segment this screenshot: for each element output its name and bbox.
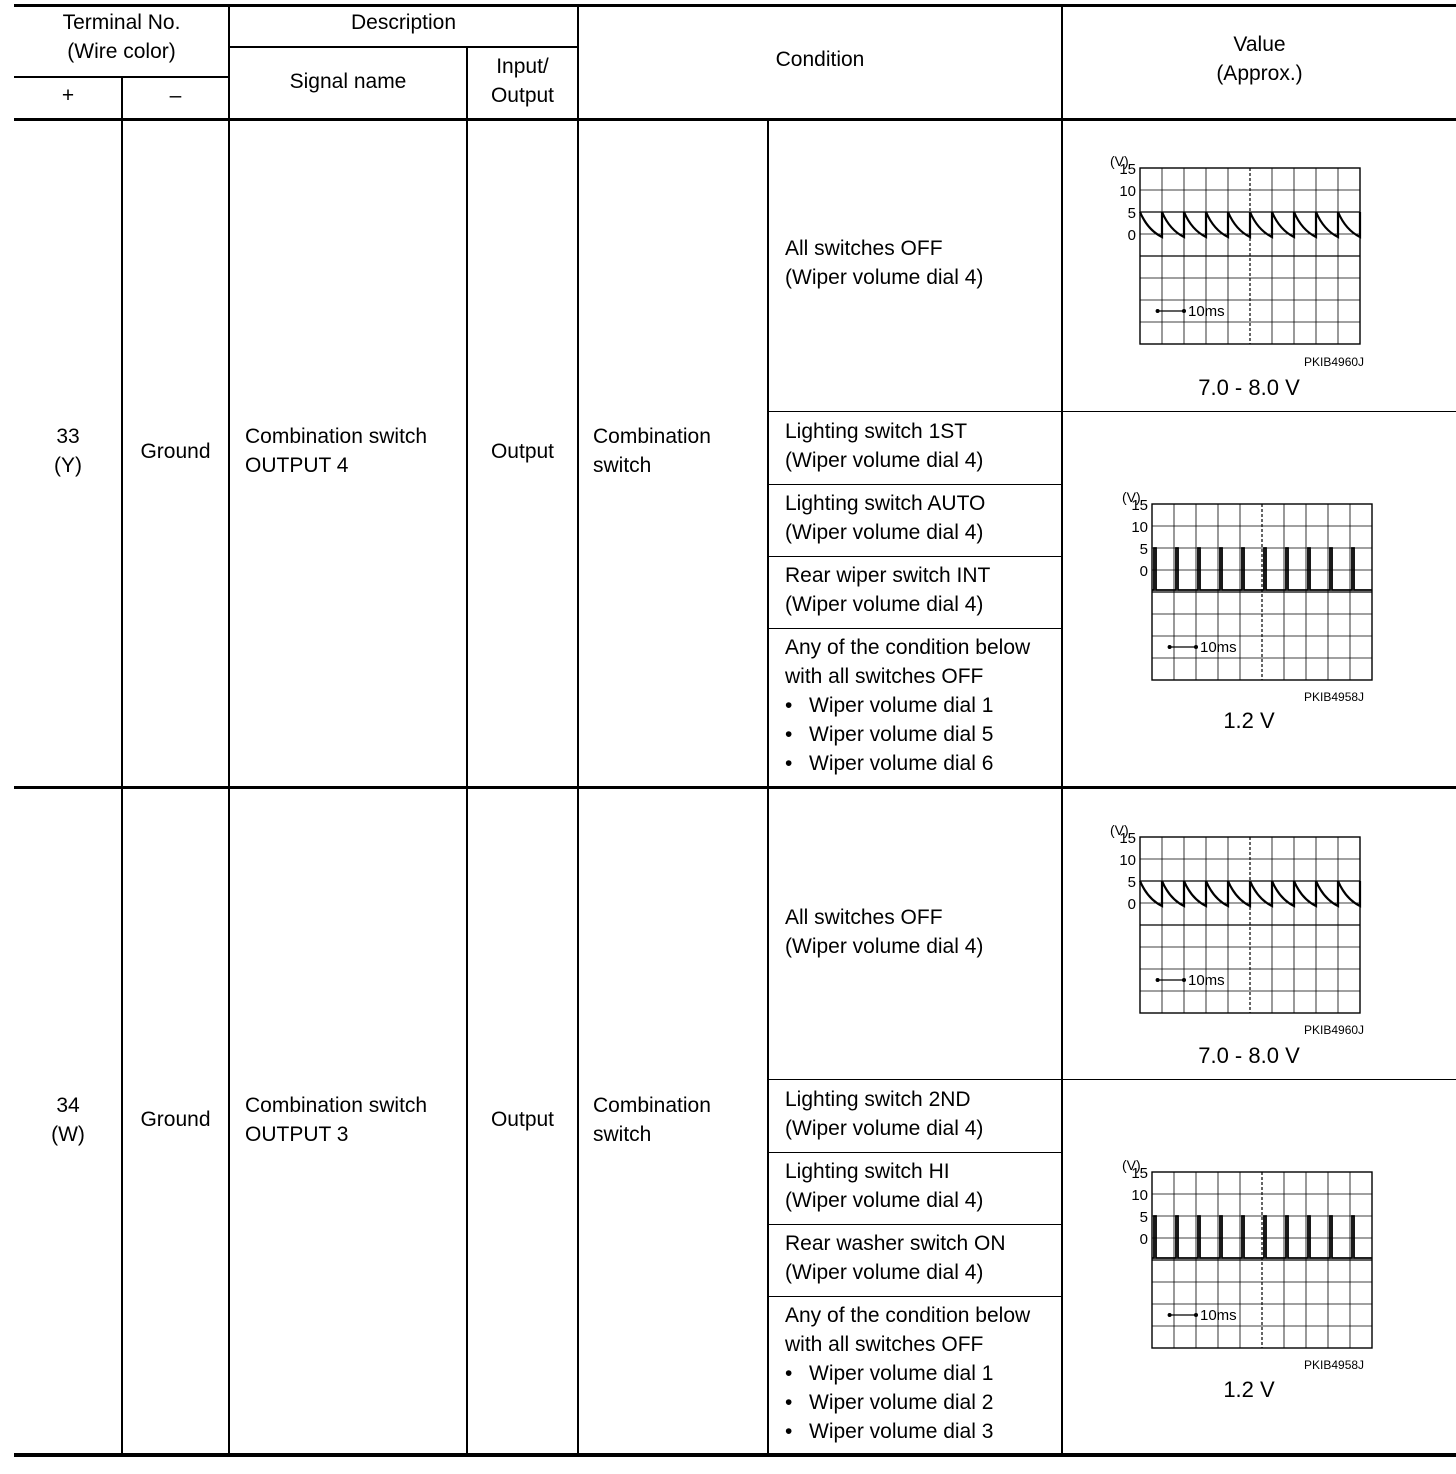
- condition-cell: [785, 1085, 983, 1143]
- scope-tick-label: 15: [1131, 1165, 1148, 1182]
- header-signal-name: Signal name: [289, 70, 407, 93]
- condition-line1: Any of the condition below: [785, 636, 1031, 659]
- oscilloscope-waveform: [1100, 821, 1366, 1017]
- cond-divider: [768, 1079, 1456, 1080]
- condition-line2: (Wiper volume dial 4): [785, 1189, 984, 1212]
- cond-divider: [768, 411, 1456, 412]
- header-value-line1: Value: [1233, 33, 1286, 56]
- bullet-text: Wiper volume dial 1: [809, 694, 994, 717]
- oscilloscope-waveform: [1100, 152, 1366, 348]
- scope-trace: [1140, 212, 1360, 237]
- condition-group-cell: [593, 1091, 711, 1149]
- ground-cell: Ground: [140, 440, 211, 463]
- condition-bullet-item: [785, 1417, 1030, 1446]
- condition-line1: Lighting switch AUTO: [785, 492, 986, 515]
- header-wire-color: (Wire color): [67, 40, 176, 63]
- oscilloscope-waveform: [1112, 488, 1378, 684]
- condition-bullet-item: [785, 1359, 1030, 1388]
- col-rule: [767, 120, 769, 1454]
- condition-cell: [785, 234, 983, 292]
- condition-line1: Any of the condition below: [785, 1304, 1031, 1327]
- scope-time-label: 10ms: [1188, 972, 1225, 989]
- header-minus: –: [169, 84, 182, 107]
- header-description: Description: [350, 11, 457, 34]
- bullet-text: Wiper volume dial 3: [809, 1420, 994, 1443]
- header-bottom-rule: [14, 118, 1456, 121]
- signal-name-line2: OUTPUT 3: [245, 1123, 349, 1146]
- col-rule: [466, 47, 468, 1454]
- scope-tick-label: 0: [1139, 1231, 1148, 1248]
- value-reading: 1.2 V: [1223, 1377, 1275, 1402]
- bullet-glyph: •: [785, 1391, 793, 1414]
- bullet-glyph: •: [785, 1420, 793, 1443]
- condition-bullet-item: [785, 691, 1030, 720]
- table-top-rule: [14, 4, 1456, 7]
- condition-line1: Rear washer switch ON: [785, 1232, 1006, 1255]
- scope-tick-label: 0: [1127, 896, 1136, 913]
- scope-svg: [1112, 488, 1378, 684]
- header-plus: +: [61, 84, 75, 107]
- scope-tick-label: 10: [1131, 1187, 1148, 1204]
- header-value-line2: (Approx.): [1216, 62, 1303, 85]
- condition-cell: [785, 633, 1030, 778]
- cond-divider: [768, 556, 1062, 557]
- scope-tick-label: 10: [1119, 183, 1136, 200]
- terminal-number: 34: [56, 1094, 80, 1117]
- condition-group-cell: [593, 422, 711, 480]
- condition-line2: with all switches OFF: [785, 1333, 984, 1356]
- scope-tick-label: 10: [1119, 852, 1136, 869]
- scope-unit-label: (V): [1110, 822, 1129, 838]
- signal-name-line1: Combination switch: [245, 1094, 428, 1117]
- scope-tick-label: 5: [1139, 1209, 1148, 1226]
- signal-name-cell: [245, 1091, 427, 1149]
- row-separator: [14, 786, 1456, 789]
- bullet-text: Wiper volume dial 5: [809, 723, 994, 746]
- bullet-glyph: •: [785, 694, 793, 717]
- scope-svg: [1112, 1156, 1378, 1352]
- figure-code: PKIB4960J: [1304, 1023, 1365, 1037]
- condition-bullet-item: [785, 749, 1030, 778]
- condition-cell: [785, 561, 990, 619]
- signal-name-cell: [245, 422, 427, 480]
- condition-line2: (Wiper volume dial 4): [785, 521, 984, 544]
- condition-cell: [785, 417, 983, 475]
- col-rule: [577, 5, 579, 1454]
- scope-tick-label: 15: [1119, 830, 1136, 847]
- scope-unit-label: (V): [1122, 1157, 1141, 1173]
- header-input-output-line2: Output: [490, 84, 555, 107]
- terminal-number-cell: [14, 422, 122, 480]
- condition-group-line1: Combination: [593, 1094, 711, 1117]
- condition-cell: [785, 1157, 983, 1215]
- condition-line1: All switches OFF: [785, 237, 943, 260]
- description-divider: [229, 46, 578, 48]
- scope-time-label: 10ms: [1188, 303, 1225, 320]
- cond-divider: [768, 484, 1062, 485]
- figure-code: PKIB4958J: [1304, 1358, 1365, 1372]
- oscilloscope-waveform: [1112, 1156, 1378, 1352]
- terminal-number-cell: [14, 1091, 122, 1149]
- scope-tick-label: 5: [1139, 541, 1148, 558]
- bullet-glyph: •: [785, 752, 793, 775]
- condition-line1: Rear wiper switch INT: [785, 564, 991, 587]
- condition-line1: Lighting switch 1ST: [785, 420, 968, 443]
- scope-time-label: 10ms: [1200, 639, 1237, 656]
- scope-tick-label: 5: [1127, 205, 1136, 222]
- condition-cell: [785, 1301, 1030, 1446]
- wire-color: (Y): [54, 454, 82, 477]
- scope-tick-label: 10: [1131, 519, 1148, 536]
- signal-name-line2: OUTPUT 4: [245, 454, 349, 477]
- cond-divider: [768, 1296, 1062, 1297]
- scope-tick-label: 0: [1127, 227, 1136, 244]
- scope-time-label: 10ms: [1200, 1307, 1237, 1324]
- value-reading: 7.0 - 8.0 V: [1198, 375, 1300, 400]
- header-terminal: [14, 8, 229, 66]
- condition-line1: Lighting switch HI: [785, 1160, 950, 1183]
- condition-line2: (Wiper volume dial 4): [785, 935, 984, 958]
- header-input-output-line1: Input/: [496, 55, 549, 78]
- cond-divider: [768, 628, 1062, 629]
- col-rule: [1061, 5, 1063, 1454]
- figure-code: PKIB4960J: [1304, 355, 1365, 369]
- wire-color: (W): [51, 1123, 85, 1146]
- condition-group-line1: Combination: [593, 425, 711, 448]
- condition-line2: with all switches OFF: [785, 665, 984, 688]
- io-cell: Output: [490, 1108, 555, 1131]
- condition-line2: (Wiper volume dial 4): [785, 266, 984, 289]
- condition-bullet-item: [785, 720, 1030, 749]
- col-rule: [121, 77, 123, 1454]
- condition-cell: [785, 1229, 1006, 1287]
- condition-group-line2: switch: [593, 454, 652, 477]
- header-terminal-no: Terminal No.: [62, 11, 181, 34]
- scope-tick-label: 15: [1119, 161, 1136, 178]
- signal-name-line1: Combination switch: [245, 425, 428, 448]
- condition-line2: (Wiper volume dial 4): [785, 449, 984, 472]
- cond-divider: [768, 1152, 1062, 1153]
- bullet-text: Wiper volume dial 6: [809, 752, 994, 775]
- condition-line2: (Wiper volume dial 4): [785, 1261, 984, 1284]
- header-input-output: [467, 52, 578, 110]
- condition-group-line2: switch: [593, 1123, 652, 1146]
- table-bottom-rule: [14, 1453, 1456, 1457]
- value-reading: 1.2 V: [1223, 708, 1275, 733]
- header-condition: Condition: [775, 48, 865, 71]
- condition-line1: Lighting switch 2ND: [785, 1088, 971, 1111]
- scope-svg: [1100, 821, 1366, 1017]
- condition-line1: All switches OFF: [785, 906, 943, 929]
- terminal-number: 33: [56, 425, 80, 448]
- scope-tick-label: 5: [1127, 874, 1136, 891]
- condition-bullet-item: [785, 1388, 1030, 1417]
- ground-cell: Ground: [140, 1108, 211, 1131]
- bullet-glyph: •: [785, 723, 793, 746]
- scope-tick-label: 15: [1131, 497, 1148, 514]
- header-value: [1062, 30, 1456, 88]
- scope-tick-label: 0: [1139, 563, 1148, 580]
- bullet-text: Wiper volume dial 2: [809, 1391, 994, 1414]
- condition-line2: (Wiper volume dial 4): [785, 1117, 984, 1140]
- condition-line2: (Wiper volume dial 4): [785, 593, 984, 616]
- scope-unit-label: (V): [1122, 489, 1141, 505]
- bullet-glyph: •: [785, 1362, 793, 1385]
- col-rule: [228, 5, 230, 1454]
- scope-trace: [1140, 881, 1360, 906]
- io-cell: Output: [490, 440, 555, 463]
- scope-unit-label: (V): [1110, 153, 1129, 169]
- condition-cell: [785, 489, 985, 547]
- value-reading: 7.0 - 8.0 V: [1198, 1043, 1300, 1068]
- cond-divider: [768, 1224, 1062, 1225]
- scope-svg: [1100, 152, 1366, 348]
- bullet-text: Wiper volume dial 1: [809, 1362, 994, 1385]
- condition-cell: [785, 903, 983, 961]
- figure-code: PKIB4958J: [1304, 690, 1365, 704]
